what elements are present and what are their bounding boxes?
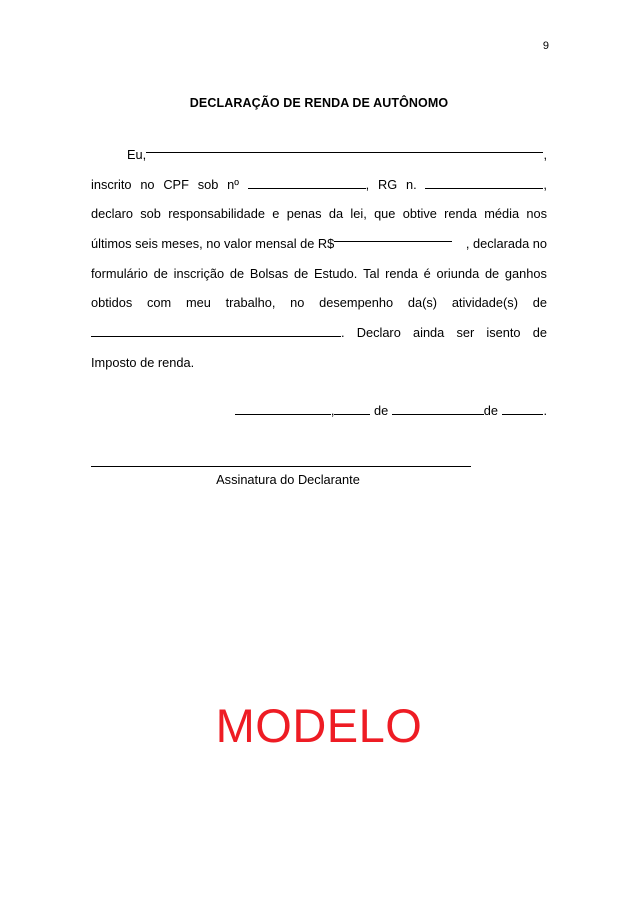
word: inscrição	[173, 265, 225, 281]
word: com	[147, 295, 172, 311]
text-comma: ,	[330, 403, 335, 418]
text-comma: ,	[543, 147, 547, 162]
signature-line[interactable]	[91, 466, 471, 467]
line-cpf-rg	[91, 170, 547, 200]
word: no	[290, 295, 305, 311]
text-income-prefix: últimos seis meses, no valor mensal de R$	[91, 236, 335, 252]
word: obtive	[402, 206, 437, 222]
word: média	[484, 206, 520, 222]
activity-group	[91, 318, 345, 348]
word: inscrito	[91, 176, 132, 192]
line-5	[91, 259, 547, 289]
word: ser	[456, 325, 475, 341]
word: nos	[526, 206, 547, 222]
word: obtidos	[91, 295, 133, 311]
declaration-body	[91, 140, 547, 378]
modelo-stamp: MODELO	[215, 699, 423, 752]
text-comma: ,	[365, 176, 370, 192]
word: RG	[377, 176, 398, 192]
word: trabalho,	[225, 295, 276, 311]
word: de	[153, 265, 168, 281]
text-eu: Eu,	[127, 147, 147, 162]
word: nº	[227, 176, 239, 192]
rg-group	[425, 170, 547, 200]
word: Estudo.	[313, 265, 358, 281]
line-name	[91, 140, 547, 170]
date-line	[235, 402, 547, 418]
document-title: DECLARAÇÃO DE RENDA DE AUTÔNOMO	[189, 96, 449, 110]
word: sob	[140, 206, 161, 222]
year-blank[interactable]	[502, 402, 544, 415]
word: que	[374, 206, 396, 222]
word: no	[140, 176, 155, 192]
word: penas	[286, 206, 322, 222]
word: Declaro	[356, 325, 401, 341]
word: meu	[185, 295, 211, 311]
line-6	[91, 288, 547, 318]
name-blank[interactable]	[146, 140, 543, 153]
day-blank[interactable]	[334, 402, 370, 415]
word: declaro	[91, 206, 133, 222]
word: de	[229, 265, 245, 281]
line-activity	[91, 318, 547, 348]
word: renda	[385, 265, 418, 281]
text-income-suffix: , declarada no	[465, 236, 547, 252]
word: responsabilidade	[168, 206, 265, 222]
word: de	[532, 325, 547, 341]
word: formulário	[91, 265, 148, 281]
activity-blank[interactable]	[91, 324, 341, 337]
word: atividade(s)	[451, 295, 518, 311]
signature-label: Assinatura do Declarante	[216, 472, 360, 487]
page-number: 9	[542, 40, 549, 52]
cpf-blank[interactable]	[248, 176, 366, 189]
word: ganhos	[504, 265, 547, 281]
rg-blank[interactable]	[425, 176, 543, 189]
text-de: de	[483, 403, 502, 418]
month-blank[interactable]	[392, 402, 484, 415]
cpf-group	[248, 170, 370, 200]
text-de: de	[370, 403, 392, 418]
word: ainda	[412, 325, 445, 341]
text-period: .	[543, 403, 548, 418]
line-income	[91, 229, 547, 259]
city-blank[interactable]	[235, 402, 331, 415]
word: de	[532, 295, 547, 311]
word: Tal	[363, 265, 380, 281]
word: isento	[486, 325, 521, 341]
word: da(s)	[407, 295, 438, 311]
word: n.	[405, 176, 417, 192]
word: desempenho	[319, 295, 394, 311]
word: lei,	[350, 206, 367, 222]
word: de	[293, 265, 309, 281]
line-3	[91, 199, 547, 229]
word: é	[423, 265, 431, 281]
text-period: .	[341, 325, 345, 341]
word: e	[272, 206, 280, 222]
word: renda	[444, 206, 477, 222]
word: Bolsas	[249, 265, 289, 281]
word: CPF	[163, 176, 189, 192]
line-8: Imposto de renda.	[91, 354, 195, 370]
word: da	[328, 206, 344, 222]
word: de	[484, 265, 500, 281]
word: sob	[197, 176, 219, 192]
word: oriunda	[436, 265, 480, 281]
text-comma: ,	[543, 176, 547, 192]
income-blank[interactable]	[334, 229, 452, 242]
